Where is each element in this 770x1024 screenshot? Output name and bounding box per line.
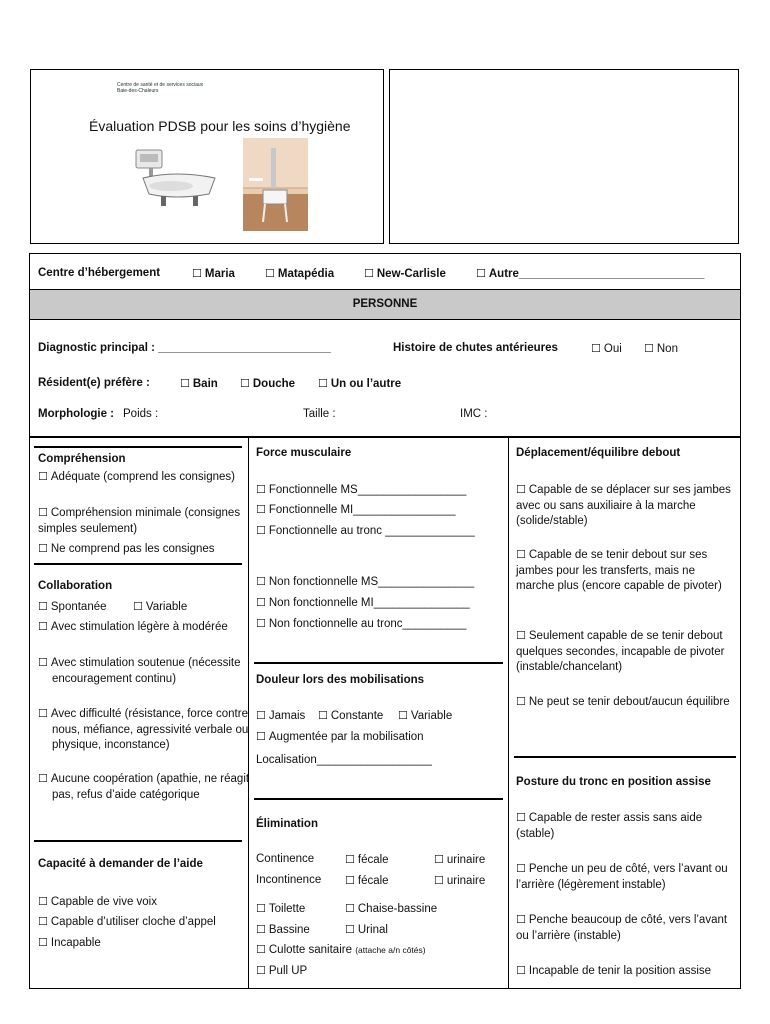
dep-item-4[interactable]: ☐ Ne peut se tenir debout/aucun équilibre: [516, 695, 730, 708]
post-item-3[interactable]: ☐ Penche beaucoup de côté, vers l’avant ou l’arrière (instable): [516, 913, 728, 942]
centre-label: Centre d’hébergement: [38, 267, 161, 279]
checkbox-icon[interactable]: ☐: [38, 620, 48, 633]
col-divider-2: [508, 437, 509, 988]
personne-title: PERSONNE: [352, 298, 418, 310]
imc-label[interactable]: IMC :: [460, 408, 488, 420]
incontinence-urinaire[interactable]: ☐ urinaire: [434, 874, 486, 887]
collab-title: Collaboration: [38, 580, 113, 592]
culotte-note: (attache a/n côtés): [355, 945, 426, 955]
checkbox-icon[interactable]: ☐: [345, 902, 355, 915]
checkbox-icon[interactable]: ☐: [38, 506, 48, 519]
logo-line2: Baie-des-Chaleurs: [117, 88, 159, 94]
pref-bain[interactable]: ☐ Bain: [180, 377, 218, 390]
checkbox-icon[interactable]: ☐: [256, 503, 266, 516]
pref-unoulautre[interactable]: ☐ Un ou l’autre: [318, 377, 402, 390]
checkbox-icon[interactable]: ☐: [345, 874, 355, 887]
checkbox-icon[interactable]: ☐: [591, 342, 601, 355]
elim-toilette[interactable]: ☐ Toilette: [256, 902, 306, 915]
checkbox-icon[interactable]: ☐: [256, 709, 266, 722]
centre-row: [38, 266, 160, 281]
taille-label[interactable]: Taille :: [303, 408, 336, 420]
col1-cap-line: [34, 840, 242, 842]
post-item-2[interactable]: ☐ Penche un peu de côté, vers l’avant ou l’arrière (légèrement instable): [516, 862, 728, 891]
checkbox-icon[interactable]: ☐: [38, 542, 48, 555]
checkbox-icon[interactable]: ☐: [38, 936, 48, 949]
chutes-oui[interactable]: ☐ Oui: [591, 342, 622, 355]
comp-item-1[interactable]: ☐ Adéquate (comprend les consignes): [38, 470, 235, 483]
checkbox-icon[interactable]: ☐: [516, 964, 526, 977]
checkbox-icon[interactable]: ☐: [38, 895, 48, 908]
collab-item-3[interactable]: ☐ Avec difficulté (résistance, force contre nous, méfiance, agressivité verbale ou physique, inconstance): [38, 707, 249, 751]
centre-matapedia[interactable]: ☐ Matapédia: [265, 267, 335, 280]
douleur-localisation[interactable]: Localisation__________________: [256, 754, 432, 766]
chutes-label: Histoire de chutes antérieures: [393, 342, 558, 354]
collab-item-4[interactable]: ☐ Aucune coopération (apathie, ne réagit pas, refus d’aide catégorique: [38, 772, 250, 801]
dep-item-1[interactable]: ☐ Capable de se déplacer sur ses jambes avec ou sans auxiliaire à la marche (solide/stable): [516, 483, 731, 527]
douleur-jamais[interactable]: ☐ Jamais: [256, 709, 306, 722]
checkbox-icon[interactable]: ☐: [345, 853, 355, 866]
dep-item-2[interactable]: ☐ Capable de se tenir debout sur ses jambes pour les transferts, mais ne marche plus (encore capable de pivoter): [516, 548, 722, 592]
checkbox-icon[interactable]: ☐: [644, 342, 654, 355]
checkbox-icon[interactable]: ☐: [516, 548, 526, 561]
comp-item-2[interactable]: ☐ Compréhension minimale (consignes simples seulement): [38, 506, 241, 535]
checkbox-icon[interactable]: ☐: [345, 923, 355, 936]
col3-posture-line: [514, 756, 736, 758]
pref-label: Résident(e) préfère :: [38, 377, 150, 389]
continence-urinaire[interactable]: ☐ urinaire: [434, 853, 486, 866]
checkbox-icon[interactable]: ☐: [516, 695, 526, 708]
checkbox-icon[interactable]: ☐: [476, 267, 486, 280]
diagnostic-field[interactable]: Diagnostic principal : ___________________________: [38, 342, 331, 354]
shower-image: [243, 138, 308, 231]
force-item-3[interactable]: ☐ Fonctionnelle au tronc ______________: [256, 524, 475, 537]
elim-pullup[interactable]: ☐ Pull UP: [256, 964, 308, 977]
checkbox-icon[interactable]: ☐: [256, 617, 266, 630]
personne-band: [30, 289, 740, 320]
checkbox-icon[interactable]: ☐: [256, 524, 266, 537]
chutes-non[interactable]: ☐ Non: [644, 342, 678, 355]
cap-item-1[interactable]: ☐ Capable de vive voix: [38, 895, 157, 908]
checkbox-icon[interactable]: ☐: [256, 575, 266, 588]
post-item-4[interactable]: ☐ Incapable de tenir la position assise: [516, 964, 712, 977]
force-item-4[interactable]: ☐ Non fonctionnelle MS_______________: [256, 575, 475, 588]
elim-chaise[interactable]: ☐ Chaise-bassine: [345, 902, 438, 915]
comp-item-3[interactable]: ☐ Ne comprend pas les consignes: [38, 542, 215, 555]
elim-culotte[interactable]: ☐ Culotte sanitaire (attache a/n côtés): [256, 943, 426, 956]
post-item-1[interactable]: ☐ Capable de rester assis sans aide (stable): [516, 811, 703, 840]
force-item-2[interactable]: ☐ Fonctionnelle MI________________: [256, 503, 456, 516]
cap-item-2[interactable]: ☐ Capable d’utiliser cloche d’appel: [38, 915, 216, 928]
checkbox-icon[interactable]: ☐: [256, 902, 266, 915]
post-title: Posture du tronc en position assise: [516, 776, 711, 788]
collab-item-1[interactable]: ☐ Avec stimulation légère à modérée: [38, 620, 228, 633]
checkbox-icon[interactable]: ☐: [256, 964, 266, 977]
col2-elim-line: [254, 798, 503, 800]
checkbox-icon[interactable]: ☐: [38, 600, 48, 613]
cap-title: Capacité à demander de l’aide: [38, 858, 203, 870]
elim-title: Élimination: [256, 818, 318, 830]
logo-line1: Centre de santé et de services sociaux: [117, 82, 204, 88]
checkbox-icon[interactable]: ☐: [240, 377, 250, 390]
checkbox-icon[interactable]: ☐: [192, 267, 202, 280]
checkbox-icon[interactable]: ☐: [38, 915, 48, 928]
col1-collab-line: [34, 563, 242, 565]
checkbox-icon[interactable]: ☐: [434, 874, 444, 887]
checkbox-icon[interactable]: ☐: [256, 596, 266, 609]
checkbox-icon[interactable]: ☐: [318, 377, 328, 390]
col1-top-line: [34, 446, 242, 448]
checkbox-icon[interactable]: ☐: [318, 709, 328, 722]
header-left-box: [30, 69, 384, 244]
checkbox-icon[interactable]: ☐: [364, 267, 374, 280]
continence-label: Continence: [256, 853, 315, 865]
checkbox-icon[interactable]: ☐: [38, 470, 48, 483]
comp-title: Compréhension: [38, 453, 126, 465]
checkbox-icon[interactable]: ☐: [38, 707, 48, 720]
checkbox-icon[interactable]: ☐: [38, 772, 48, 785]
continence-fecale[interactable]: ☐ fécale: [345, 853, 389, 866]
douleur-title: Douleur lors des mobilisations: [256, 674, 425, 686]
bath-image: [131, 148, 221, 210]
douleur-augmentee[interactable]: ☐ Augmentée par la mobilisation: [256, 730, 424, 743]
checkbox-icon[interactable]: ☐: [398, 709, 408, 722]
elim-urinal[interactable]: ☐ Urinal: [345, 923, 388, 936]
elim-bassine[interactable]: ☐ Bassine: [256, 923, 310, 936]
force-title: Force musculaire: [256, 447, 352, 459]
pref-douche[interactable]: ☐ Douche: [240, 377, 296, 390]
centre-maria[interactable]: ☐ Maria: [192, 267, 235, 280]
centre-autre[interactable]: ☐ Autre_____________________________: [476, 267, 705, 280]
collab-item-2[interactable]: ☐ Avec stimulation soutenue (nécessite encouragement continu): [38, 656, 241, 685]
page-title: Évaluation PDSB pour les soins d’hygiène: [89, 118, 351, 134]
checkbox-icon[interactable]: ☐: [516, 811, 526, 824]
cap-item-3[interactable]: ☐ Incapable: [38, 936, 101, 949]
col2-douleur-line: [254, 662, 503, 664]
checkbox-icon[interactable]: ☐: [180, 377, 190, 390]
poids-label[interactable]: Poids :: [123, 408, 159, 420]
checkbox-icon[interactable]: ☐: [133, 600, 143, 613]
header-right-box: [389, 69, 739, 244]
force-item-5[interactable]: ☐ Non fonctionnelle MI_______________: [256, 596, 470, 609]
force-item-1[interactable]: ☐ Fonctionnelle MS_________________: [256, 483, 467, 496]
incontinence-fecale[interactable]: ☐ fécale: [345, 874, 389, 887]
centre-newcarlisle[interactable]: ☐ New-Carlisle: [364, 267, 446, 280]
incontinence-label: Incontinence: [256, 874, 322, 886]
douleur-variable[interactable]: ☐ Variable: [398, 709, 453, 722]
collab-variable[interactable]: ☐ Variable: [133, 600, 188, 613]
checkbox-icon[interactable]: ☐: [434, 853, 444, 866]
logo: [117, 82, 203, 94]
checkbox-icon[interactable]: ☐: [516, 483, 526, 496]
checkbox-icon[interactable]: ☐: [256, 923, 266, 936]
checkbox-icon[interactable]: ☐: [516, 913, 526, 926]
force-item-6[interactable]: ☐ Non fonctionnelle au tronc__________: [256, 617, 467, 630]
douleur-constante[interactable]: ☐ Constante: [318, 709, 384, 722]
collab-spontanee[interactable]: ☐ Spontanée: [38, 600, 107, 613]
grid-top-line: [30, 436, 740, 438]
checkbox-icon[interactable]: ☐: [256, 943, 266, 956]
checkbox-icon[interactable]: ☐: [516, 629, 526, 642]
morpho-label: Morphologie :: [38, 408, 115, 420]
checkbox-icon[interactable]: ☐: [256, 483, 266, 496]
checkbox-icon[interactable]: ☐: [256, 730, 266, 743]
checkbox-icon[interactable]: ☐: [265, 267, 275, 280]
checkbox-icon[interactable]: ☐: [38, 656, 48, 669]
dep-title: Déplacement/équilibre debout: [516, 447, 681, 459]
dep-item-3[interactable]: ☐ Seulement capable de se tenir debout quelques secondes, incapable de pivoter (instable/chancelant): [516, 629, 725, 673]
checkbox-icon[interactable]: ☐: [516, 862, 526, 875]
